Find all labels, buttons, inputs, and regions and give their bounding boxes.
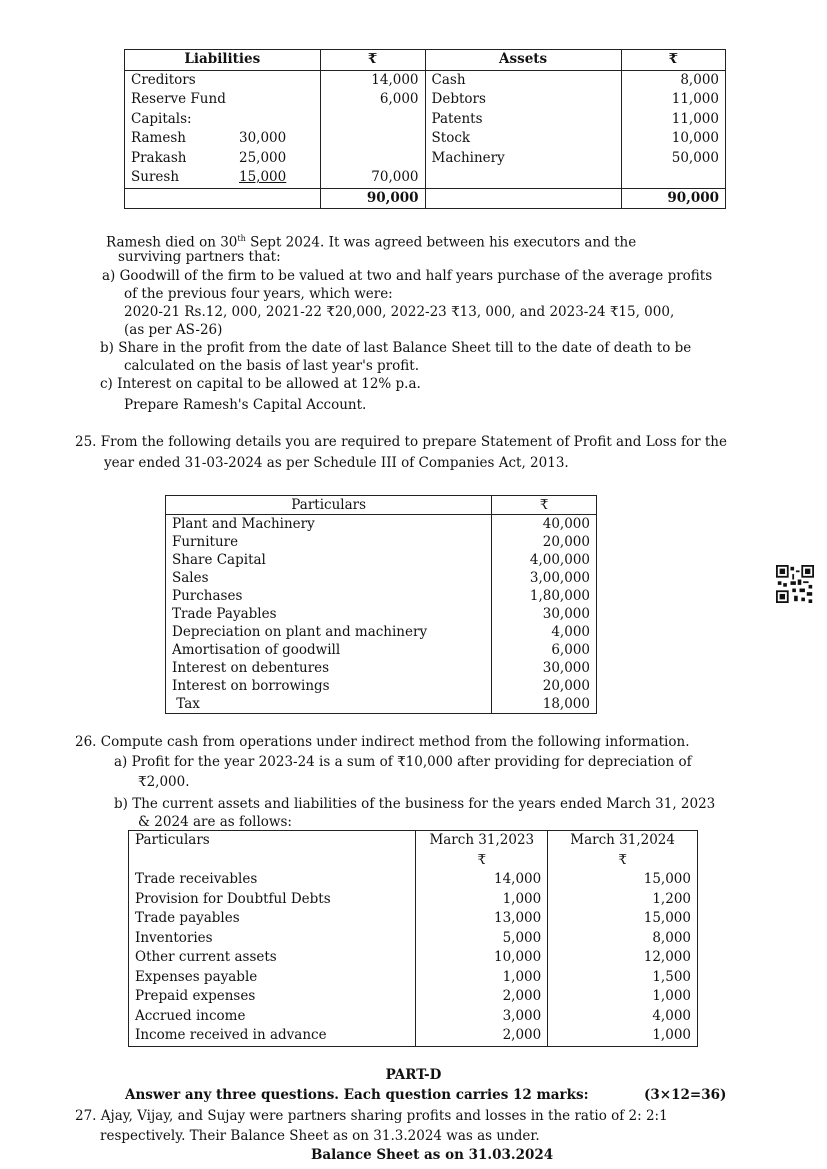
q26-particular: Trade payables <box>129 909 416 929</box>
balance-sheet-row <box>125 168 726 188</box>
q24-intro-line2: surviving partners that: <box>118 249 281 265</box>
q26-2023-value: 13,000 <box>416 909 548 929</box>
q25-line2: year ended 31-03-2024 as per Schedule III of Companies Act, 2013. <box>104 455 569 471</box>
q26-2024-currency: ₹ <box>548 851 698 871</box>
q26-particular: Trade receivables <box>129 870 416 890</box>
q25-particulars-header: Particulars <box>166 496 492 515</box>
table-row <box>166 533 597 551</box>
liability-cell <box>125 70 321 90</box>
table-row <box>166 605 597 623</box>
liability-cell <box>125 168 321 188</box>
q25-amount-header: ₹ <box>492 496 597 515</box>
q25-amount: 20,000 <box>492 533 597 551</box>
asset-amount: 50,000 <box>621 149 725 169</box>
q25-amount: 1,80,000 <box>492 587 597 605</box>
q25-amount: 40,000 <box>492 515 597 534</box>
q26-2024-header: March 31,2024 <box>548 831 698 851</box>
partner-capital: 30,000 <box>239 130 287 146</box>
table-row <box>166 641 597 659</box>
q26-2024-value: 8,000 <box>548 929 698 949</box>
liability-name: Creditors <box>131 71 196 88</box>
liability-name: Reserve Fund <box>131 91 226 107</box>
liability-amount: 14,000 <box>320 70 425 90</box>
q25-particular: Share Capital <box>166 551 492 569</box>
asset-name: Stock <box>425 129 621 149</box>
q26-2023-value: 1,000 <box>416 968 548 988</box>
q26-a-line1: a) Profit for the year 2023-24 is a sum of ₹10,000 after providing for depreciation of <box>114 754 692 770</box>
q24-c-line1: c) Interest on capital to be allowed at 12% p.a. <box>100 376 421 392</box>
q26-2024-value: 1,000 <box>548 987 698 1007</box>
liability-amount <box>320 110 425 130</box>
liability-cell <box>125 110 321 130</box>
q24-a-line2: of the previous four years, which were: <box>124 286 393 302</box>
balance-sheet-total-row <box>125 188 726 209</box>
q26-2023-value: 10,000 <box>416 948 548 968</box>
q25-particular: Depreciation on plant and machinery <box>166 623 492 641</box>
partner-capital: 25,000 <box>239 149 287 166</box>
q26-particular: Income received in advance <box>129 1026 416 1046</box>
q25-particular: Interest on borrowings <box>166 677 492 695</box>
q24-b-line1: b) Share in the profit from the date of last Balance Sheet till to the date of death to be <box>100 340 692 356</box>
balance-sheet-row <box>125 149 726 169</box>
liability-amount: 70,000 <box>320 168 425 188</box>
q24-intro-line1: Ramesh died on 30th Sept 2024. It was agreed between his executors and the <box>106 234 637 251</box>
q26-particular: Accrued income <box>129 1007 416 1027</box>
liability-cell <box>125 149 321 169</box>
table-row <box>166 587 597 605</box>
q26-particular: Prepaid expenses <box>129 987 416 1007</box>
table-row <box>166 569 597 587</box>
q26-particulars-header: Particulars <box>129 831 416 851</box>
q26-b-line2: & 2024 are as follows: <box>138 814 292 830</box>
q26-2024-value: 1,200 <box>548 890 698 910</box>
q27-balance-sheet-title: Balance Sheet as on 31.03.2024 <box>311 1147 554 1163</box>
partner-capital: 15,000 <box>239 169 287 185</box>
q24-a-line3: 2020-21 Rs.12, 000, 2021-22 ₹20,000, 2022-23 ₹13, 000, and 2023-24 ₹15, 000, <box>124 304 675 320</box>
liability-amount: 6,000 <box>320 90 425 110</box>
q25-particular: Tax <box>166 695 492 714</box>
q26-2023-currency: ₹ <box>416 851 548 871</box>
asset-amount: 11,000 <box>621 110 725 130</box>
q25-line1: 25. From the following details you are required to prepare Statement of Profit and Loss for the <box>75 434 727 450</box>
balance-sheet-row <box>125 70 726 90</box>
q24-b-line2: calculated on the basis of last year's profit. <box>124 358 419 374</box>
liability-name: Suresh <box>131 169 180 185</box>
liability-name: Ramesh <box>131 130 186 146</box>
q26-currency-row <box>129 851 698 871</box>
q25-particular: Furniture <box>166 533 492 551</box>
total-liabilities: 90,000 <box>320 188 425 209</box>
q26-line1: 26. Compute cash from operations under indirect method from the following information. <box>75 734 690 750</box>
q26-2024-value: 15,000 <box>548 870 698 890</box>
q26-b-line1: b) The current assets and liabilities of the business for the years ended March 31, 2023 <box>114 796 716 812</box>
asset-name: Debtors <box>425 90 621 110</box>
liability-cell <box>125 129 321 149</box>
asset-name: Machinery <box>425 149 621 169</box>
asset-name <box>425 168 621 188</box>
asset-amount <box>621 168 725 188</box>
table-row <box>129 1007 698 1027</box>
balance-sheet-table <box>124 49 726 209</box>
table-row <box>129 968 698 988</box>
q26-particular: Provision for Doubtful Debts <box>129 890 416 910</box>
q26-2023-header: March 31,2023 <box>416 831 548 851</box>
table-row <box>166 623 597 641</box>
balance-sheet-row <box>125 129 726 149</box>
table-row <box>129 909 698 929</box>
q25-amount: 3,00,000 <box>492 569 597 587</box>
q24-a-line1: a) Goodwill of the firm to be valued at two and half years purchase of the average profits <box>102 268 713 284</box>
assets-amount-header: ₹ <box>621 50 725 71</box>
liability-amount <box>320 129 425 149</box>
table-row <box>129 987 698 1007</box>
q26-table <box>128 830 698 1047</box>
q26-2024-value: 4,000 <box>548 1007 698 1027</box>
table-row <box>166 659 597 677</box>
q25-amount: 6,000 <box>492 641 597 659</box>
q26-particular: Inventories <box>129 929 416 949</box>
q25-particular: Amortisation of goodwill <box>166 641 492 659</box>
table-row <box>166 677 597 695</box>
balance-sheet-row <box>125 90 726 110</box>
asset-amount: 8,000 <box>621 70 725 90</box>
q26-2023-value: 2,000 <box>416 987 548 1007</box>
table-row <box>166 515 597 534</box>
q26-2023-value: 3,000 <box>416 1007 548 1027</box>
q24-prepare: Prepare Ramesh's Capital Account. <box>124 397 367 413</box>
table-row <box>129 1026 698 1046</box>
liability-cell <box>125 90 321 110</box>
q26-2023-value: 5,000 <box>416 929 548 949</box>
asset-name: Patents <box>425 110 621 130</box>
q26-particular: Expenses payable <box>129 968 416 988</box>
asset-amount: 10,000 <box>621 129 725 149</box>
q25-particular: Sales <box>166 569 492 587</box>
balance-sheet-header-row <box>125 50 726 71</box>
q25-header-row <box>166 496 597 515</box>
q26-2024-value: 1,000 <box>548 1026 698 1046</box>
part-d-instruction: Answer any three questions. Each question carries 12 marks: <box>125 1087 589 1103</box>
q25-table <box>165 495 597 714</box>
table-row <box>166 695 597 714</box>
liabilities-amount-header: ₹ <box>320 50 425 71</box>
q24-a-line4: (as per AS-26) <box>124 322 223 338</box>
q25-amount: 30,000 <box>492 659 597 677</box>
q27-line1: 27. Ajay, Vijay, and Sujay were partners sharing profits and losses in the ratio of 2: 2:1 <box>75 1108 668 1124</box>
q26-2024-value: 1,500 <box>548 968 698 988</box>
q25-amount: 18,000 <box>492 695 597 714</box>
qr-code-icon <box>776 565 814 603</box>
asset-amount: 11,000 <box>621 90 725 110</box>
balance-sheet-row <box>125 110 726 130</box>
q25-amount: 4,000 <box>492 623 597 641</box>
q25-amount: 30,000 <box>492 605 597 623</box>
q25-particular: Trade Payables <box>166 605 492 623</box>
total-assets: 90,000 <box>621 188 725 209</box>
liability-name: Prakash <box>131 149 187 166</box>
table-row <box>129 890 698 910</box>
q26-2023-value: 14,000 <box>416 870 548 890</box>
q25-particular: Interest on debentures <box>166 659 492 677</box>
q26-2023-value: 1,000 <box>416 890 548 910</box>
q26-particular: Other current assets <box>129 948 416 968</box>
q25-particular: Purchases <box>166 587 492 605</box>
table-row <box>129 870 698 890</box>
liability-name: Capitals: <box>131 110 192 127</box>
asset-name: Cash <box>425 70 621 90</box>
q26-2023-value: 2,000 <box>416 1026 548 1046</box>
assets-header: Assets <box>425 50 621 71</box>
table-row <box>166 551 597 569</box>
q25-particular: Plant and Machinery <box>166 515 492 534</box>
part-d-title: PART-D <box>385 1067 442 1083</box>
q26-2024-value: 15,000 <box>548 909 698 929</box>
q25-amount: 4,00,000 <box>492 551 597 569</box>
table-row <box>129 929 698 949</box>
q26-a-line2: ₹2,000. <box>138 774 190 790</box>
q26-header-row <box>129 831 698 851</box>
liabilities-header: Liabilities <box>125 50 321 71</box>
q27-line2: respectively. Their Balance Sheet as on 31.3.2024 was as under. <box>100 1128 540 1144</box>
part-d-marks: (3×12=36) <box>644 1087 727 1103</box>
q26-2024-value: 12,000 <box>548 948 698 968</box>
liability-amount <box>320 149 425 169</box>
q25-amount: 20,000 <box>492 677 597 695</box>
table-row <box>129 948 698 968</box>
